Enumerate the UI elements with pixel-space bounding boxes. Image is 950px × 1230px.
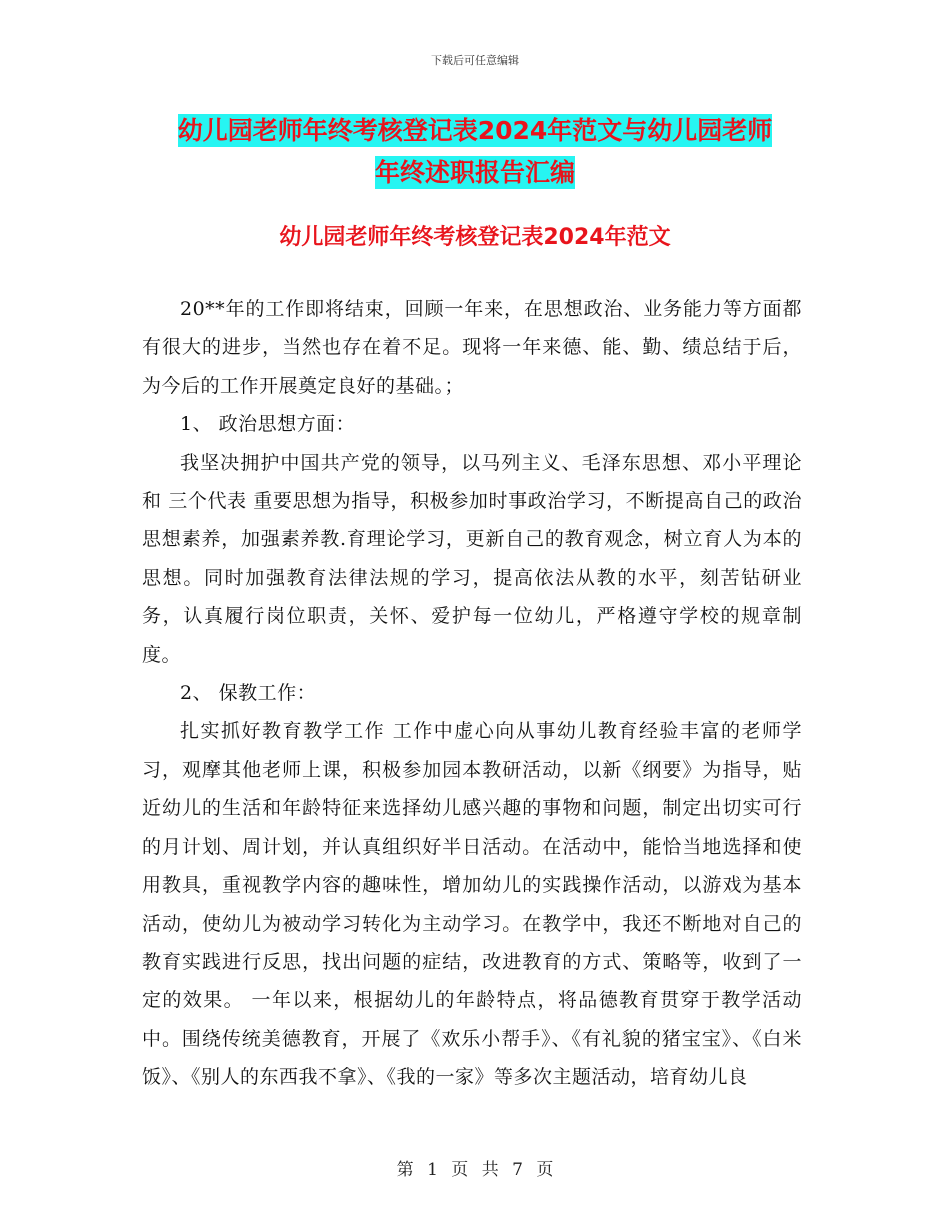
page-footer: 第 1 页 共 7 页 [396, 1160, 554, 1180]
body-text [142, 290, 802, 1097]
document-title-line-2: 年终述职报告汇编 [374, 158, 575, 187]
paragraph-teaching: 扎实抓好教育教学工作 工作中虚心向从事幼儿教育经验丰富的老师学习，观摩其他老师上课，积极参加园本教研活动，以新《纲要》为指导，贴近幼儿的生活和年龄特征来选择幼儿感兴趣的事物和问题，制定出切实可行的月计划、周计划，并认真组织好半日活动。在活动中，能恰当地选择和使用教具，重视教学内容的趣味性，增加幼儿的实践操作活动，以游戏为基本活动，使幼儿为被动学习转化为主动学习。在教学中，我还不断地对自己的教育实践进行反思，找出问题的症结，改进教育的方式、策略等，收到了一定的效果。 一年以来，根据幼儿的年龄特点，将品德教育贯穿于教学活动中。围绕传统美德教育，开展了《欢乐小帮手》、《有礼貌的猪宝宝》、《白米饭》、《别人的东西我不拿》、《我的一家》等多次主题活动，培育幼儿良 [142, 720, 802, 1089]
paragraph-intro: 20**年的工作即将结束，回顾一年来，在思想政治、业务能力等方面都有很大的进步，当然也存在着不足。现将一年来德、能、勤、绩总结于后，为今后的工作开展奠定良好的基础。； [142, 298, 802, 397]
section-title: 幼儿园老师年终考核登记表2024年范文 [279, 225, 671, 250]
heading-political: 1、 政治思想方面： [180, 413, 356, 436]
document-title-line-1: 幼儿园老师年终考核登记表2024年范文与幼儿园老师 [177, 116, 773, 145]
header-note: 下载后可任意编辑 [431, 54, 519, 67]
document-title [140, 110, 810, 194]
heading-teaching: 2、 保教工作： [180, 682, 317, 705]
paragraph-political: 我坚决拥护中国共产党的领导，以马列主义、毛泽东思想、邓小平理论和 三个代表 重要思想为指导，积极参加时事政治学习，不断提高自己的政治思想素养，加强素养教.育理论学习，更新自己的教育观念，树立育人为本的思想。同时加强教育法律法规的学习，提高依法从教的水平，刻苦钻研业务，认真履行岗位职责，关怀、爱护每一位幼儿，严格遵守学校的规章制度。 [142, 451, 802, 666]
